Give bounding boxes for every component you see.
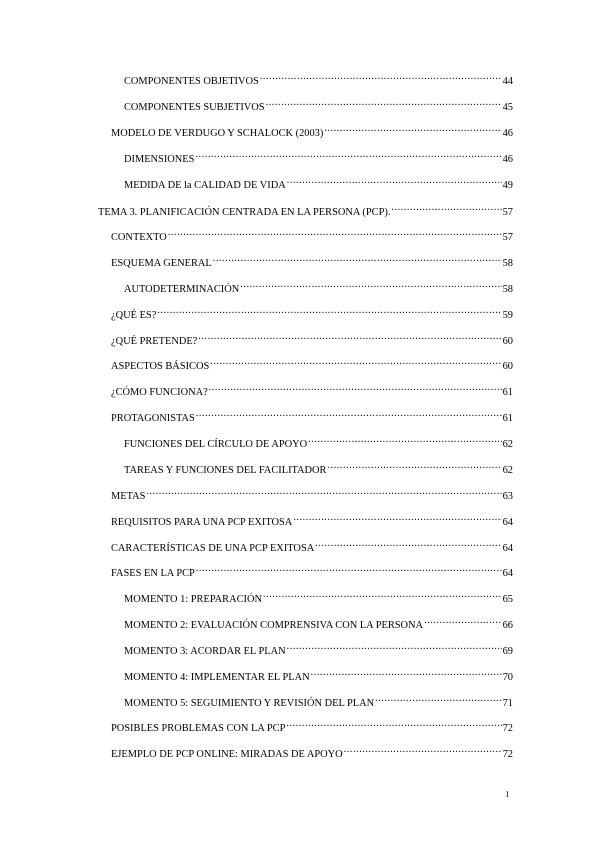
dot-leader (146, 487, 501, 499)
toc-entry-title: ¿QUÉ ES? (111, 310, 157, 321)
toc-entry-page: 57 (502, 207, 513, 218)
toc-entry[interactable] (111, 383, 513, 398)
toc-entry-title: MOMENTO 1: PREPARACIÓN (124, 594, 262, 605)
dot-leader (287, 642, 502, 654)
dot-leader (293, 513, 501, 525)
toc-entry[interactable] (124, 280, 513, 295)
dot-leader (315, 539, 501, 551)
toc-entry-title: ¿CÓMO FUNCIONA? (111, 387, 208, 398)
dot-leader (287, 176, 502, 188)
dot-leader (157, 306, 501, 318)
toc-entry-page: 64 (502, 568, 513, 579)
toc-entry-page: 60 (502, 361, 513, 372)
toc-entry-page: 57 (502, 232, 513, 243)
dot-leader (375, 694, 501, 706)
toc-entry-page: 46 (502, 154, 513, 165)
toc-entry[interactable] (111, 513, 513, 528)
toc-entry-page: 64 (502, 517, 513, 528)
dot-leader (344, 745, 502, 757)
toc-entry-page: 71 (502, 698, 513, 709)
toc-entry-page: 49 (502, 180, 513, 191)
toc-entry[interactable] (111, 409, 513, 424)
toc-entry[interactable] (111, 564, 513, 579)
dot-leader (196, 564, 502, 576)
toc-entry[interactable] (98, 203, 513, 218)
toc-entry-title: AUTODETERMINACIÓN (124, 284, 240, 295)
dot-leader (240, 280, 501, 292)
toc-entry[interactable] (124, 435, 513, 450)
toc-entry-page: 61 (502, 387, 513, 398)
toc-entry-title: COMPONENTES OBJETIVOS (124, 76, 259, 87)
toc-entry-page: 64 (502, 543, 513, 554)
dot-leader (210, 357, 501, 369)
toc-entry[interactable] (111, 357, 513, 372)
toc-entry-page: 66 (502, 620, 513, 631)
toc-entry-page: 63 (502, 491, 513, 502)
dot-leader (209, 383, 502, 395)
toc-entry-page: 61 (502, 413, 513, 424)
toc-entry-page: 72 (502, 723, 513, 734)
toc-entry-title: TEMA 3. PLANIFICACIÓN CENTRADA EN LA PERSONA (PCP). (98, 207, 391, 218)
toc-entry[interactable] (124, 668, 513, 683)
dot-leader (196, 409, 502, 421)
dot-leader (424, 616, 502, 628)
toc-entry[interactable] (111, 487, 513, 502)
dot-leader (328, 461, 502, 473)
toc-entry-title: REQUISITOS PARA UNA PCP EXITOSA (111, 517, 293, 528)
dot-leader (391, 203, 501, 215)
toc-entry-page: 60 (502, 336, 513, 347)
toc-entry-page: 72 (502, 749, 513, 760)
toc-entry[interactable] (111, 539, 513, 554)
toc-entry[interactable] (124, 176, 513, 191)
toc-entry-page: 70 (502, 672, 513, 683)
dot-leader (213, 254, 502, 266)
toc-entry-page: 44 (502, 76, 513, 87)
toc-entry-page: 45 (502, 102, 513, 113)
toc-entry[interactable] (124, 98, 513, 113)
toc-entry[interactable] (111, 745, 513, 760)
toc-entry-title: MOMENTO 4: IMPLEMENTAR EL PLAN (124, 672, 310, 683)
dot-leader (308, 435, 501, 447)
toc-entry[interactable] (111, 124, 513, 139)
toc-entry-title: ¿QUÉ PRETENDE? (111, 336, 198, 347)
toc-entry-title: METAS (111, 491, 146, 502)
toc-entry-page: 65 (502, 594, 513, 605)
dot-leader (198, 332, 501, 344)
toc-entry-title: COMPONENTES SUBJETIVOS (124, 102, 265, 113)
dot-leader (286, 719, 501, 731)
toc-entry-title: MOMENTO 2: EVALUACIÓN COMPRENSIVA CON LA PERSONA (124, 620, 424, 631)
toc-entry-title: MEDIDA DE la CALIDAD DE VIDA (124, 180, 286, 191)
toc-entry[interactable] (111, 332, 513, 347)
toc-entry-title: MODELO DE VERDUGO Y SCHALOCK (2003) (111, 128, 324, 139)
toc-entry-title: PROTAGONISTAS (111, 413, 195, 424)
toc-entry-title: MOMENTO 5: SEGUIMIENTO Y REVISIÓN DEL PLAN (124, 698, 375, 709)
toc-entry[interactable] (111, 254, 513, 269)
toc-entry-page: 59 (502, 310, 513, 321)
toc-entry-page: 46 (502, 128, 513, 139)
toc-entry[interactable] (124, 150, 513, 165)
toc-entry-title: DIMENSIONES (124, 154, 195, 165)
toc-entry-title: EJEMPLO DE PCP ONLINE: MIRADAS DE APOYO (111, 749, 343, 760)
toc-entry-title: ASPECTOS BÁSICOS (111, 361, 210, 372)
dot-leader (324, 124, 501, 136)
toc-entry[interactable] (111, 719, 513, 734)
toc-entry[interactable] (124, 461, 513, 476)
dot-leader (266, 98, 502, 110)
toc-entry-page: 69 (502, 646, 513, 657)
toc-entry-title: CONTEXTO (111, 232, 167, 243)
toc-entry-title: MOMENTO 3: ACORDAR EL PLAN (124, 646, 286, 657)
toc-entry-title: ESQUEMA GENERAL (111, 258, 212, 269)
toc-entry-title: FASES EN LA PCP (111, 568, 195, 579)
dot-leader (195, 150, 501, 162)
toc-entry-page: 58 (502, 258, 513, 269)
toc-entry-title: POSIBLES PROBLEMAS CON LA PCP (111, 723, 286, 734)
toc-entry[interactable] (124, 616, 513, 631)
toc-entry[interactable] (124, 642, 513, 657)
toc-entry-title: TAREAS Y FUNCIONES DEL FACILITADOR (124, 465, 327, 476)
toc-entry[interactable] (124, 72, 513, 87)
toc-entry-title: FUNCIONES DEL CÍRCULO DE APOYO (124, 439, 308, 450)
toc-entry-title: CARACTERÍSTICAS DE UNA PCP EXITOSA (111, 543, 315, 554)
toc-entry[interactable] (111, 228, 513, 243)
toc-entry-page: 62 (502, 465, 513, 476)
toc-entry[interactable] (111, 306, 513, 321)
toc-entry-page: 62 (502, 439, 513, 450)
toc-entry[interactable] (124, 694, 513, 709)
dot-leader (168, 228, 502, 240)
dot-leader (311, 668, 502, 680)
page-number: I (506, 790, 509, 799)
toc-entry-page: 58 (502, 284, 513, 295)
toc-entry[interactable] (124, 590, 513, 605)
dot-leader (263, 590, 502, 602)
dot-leader (260, 72, 502, 84)
